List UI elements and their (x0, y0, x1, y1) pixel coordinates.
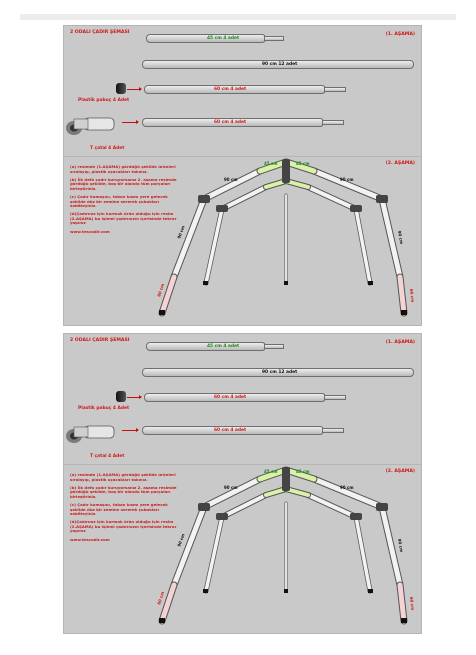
arrow-icon (122, 122, 138, 123)
plastic-cap-icon (116, 391, 126, 402)
website: www.tescadir.com (70, 536, 110, 542)
stage-label: (2. AŞAMA) (385, 161, 415, 166)
dim-leg-right: 90 cm (397, 538, 405, 553)
step-a: (a) resimde (1.AŞAMA) gördüğü şekilde ürünleri sıralayıp, plastik uçacakları takınız. (70, 472, 176, 482)
pipe-45cm-tip (264, 344, 284, 349)
dim-foot-right: 60 cm (409, 596, 416, 611)
dim-top-right: 45 cm (296, 161, 310, 166)
pipe-60cm-a-label: 60 cm 4 adet (214, 395, 247, 400)
stage1-panel (63, 25, 422, 158)
pipe-90cm-label: 90 cm 12 adet (262, 62, 298, 67)
dim-top-left: 45 cm (264, 469, 278, 474)
dim-foot-left: 60 cm (156, 282, 166, 298)
dim-top-right: 45 cm (296, 469, 310, 474)
pipe-45cm-label: 45 cm 4 adet (207, 344, 240, 349)
pipe-45cm (146, 34, 266, 43)
pipe-60cm-a-label: 60 cm 4 adet (214, 87, 247, 92)
tent-frame-diagram (64, 157, 421, 325)
pipe-60cm-b-tip (322, 428, 344, 433)
arrow-icon (127, 89, 141, 90)
website: www.tescadir.com (70, 228, 110, 234)
dim-side-right: 90 cm (340, 485, 354, 490)
step-b: (b) İlk defa çadır kuruyorsanız 2. aşama resimde gördüğü şekilde, boş bir alanda tüm parçaları birleştiriniz. (70, 484, 177, 499)
arrow-icon (122, 430, 138, 431)
dim-leg-right: 90 cm (397, 230, 405, 245)
dim-leg-left: 90 cm (176, 532, 186, 548)
t-fork-icon (64, 110, 124, 140)
stage-label: (1. AŞAMA) (385, 340, 415, 345)
plastic-cap-icon (116, 83, 126, 94)
pipe-60cm-a-tip (324, 395, 346, 400)
tee-label: T çatal 4 Adet (90, 146, 125, 151)
t-fork-icon (64, 418, 124, 448)
schema-title: 2 ODALI ÇADIR ŞEMASI (70, 338, 130, 343)
pipe-45cm (146, 342, 266, 351)
pipe-60cm-b-label: 60 cm 4 adet (214, 428, 247, 433)
step-d: (d)Çadırınız için kurmak ürün olduğu için resim (2.AŞAMA) bu işlemi çadırınızın içerisinde tekrar yapınız (70, 519, 177, 534)
step-b: (b) İlk defa çadır kuruyorsanız 2. aşama resimde gördüğü şekilde, boş bir alanda tüm parçaları birleştiriniz. (70, 176, 177, 191)
stage1-panel (63, 333, 422, 466)
dim-foot-right: 60 cm (409, 288, 416, 303)
cap-label: Plastik pabuç 4 Adet (78, 406, 130, 411)
dim-side-left: 90 cm (224, 177, 238, 182)
step-c: (c) Çadır kumaşını, taban kısmı yere gelecek şekilde düz bir zemine sererek çubukları sabitleyiniz. (70, 193, 168, 209)
stage2-panel (63, 156, 422, 326)
pipe-90cm-label: 90 cm 12 adet (262, 370, 298, 375)
dim-side-left: 90 cm (224, 485, 238, 490)
cap-label: Plastik pabuç 4 Adet (78, 98, 130, 103)
stage2-panel (63, 464, 422, 634)
dim-leg-left: 90 cm (176, 224, 186, 240)
dim-top-left: 45 cm (264, 161, 278, 166)
pipe-60cm-b-tip (322, 120, 344, 125)
tee-label: T çatal 4 Adet (90, 454, 125, 459)
stage-label: (2. AŞAMA) (385, 469, 415, 474)
stage-label: (1. AŞAMA) (385, 32, 415, 37)
pipe-60cm-a-tip (324, 87, 346, 92)
step-a: (a) resimde (1.AŞAMA) gördüğü şekilde ürünleri sıralayıp, plastik uçacakları takınız. (70, 164, 176, 174)
dim-side-right: 90 cm (340, 177, 354, 182)
pipe-45cm-tip (264, 36, 284, 41)
top-divider (20, 14, 456, 20)
pipe-45cm-label: 45 cm 4 adet (207, 36, 240, 41)
dim-foot-left: 60 cm (156, 590, 166, 606)
step-d: (d)Çadırınız için kurmak ürün olduğu için resim (2.AŞAMA) bu işlemi çadırınızın içerisinde tekrar yapınız (70, 211, 177, 226)
tent-frame-diagram (64, 465, 421, 633)
schema-title: 2 ODALI ÇADIR ŞEMASI (70, 30, 130, 35)
pipe-60cm-b-label: 60 cm 4 adet (214, 120, 247, 125)
step-c: (c) Çadır kumaşını, taban kısmı yere gelecek şekilde düz bir zemine sererek çubukları sabitleyiniz. (70, 501, 168, 517)
arrow-icon (127, 397, 141, 398)
